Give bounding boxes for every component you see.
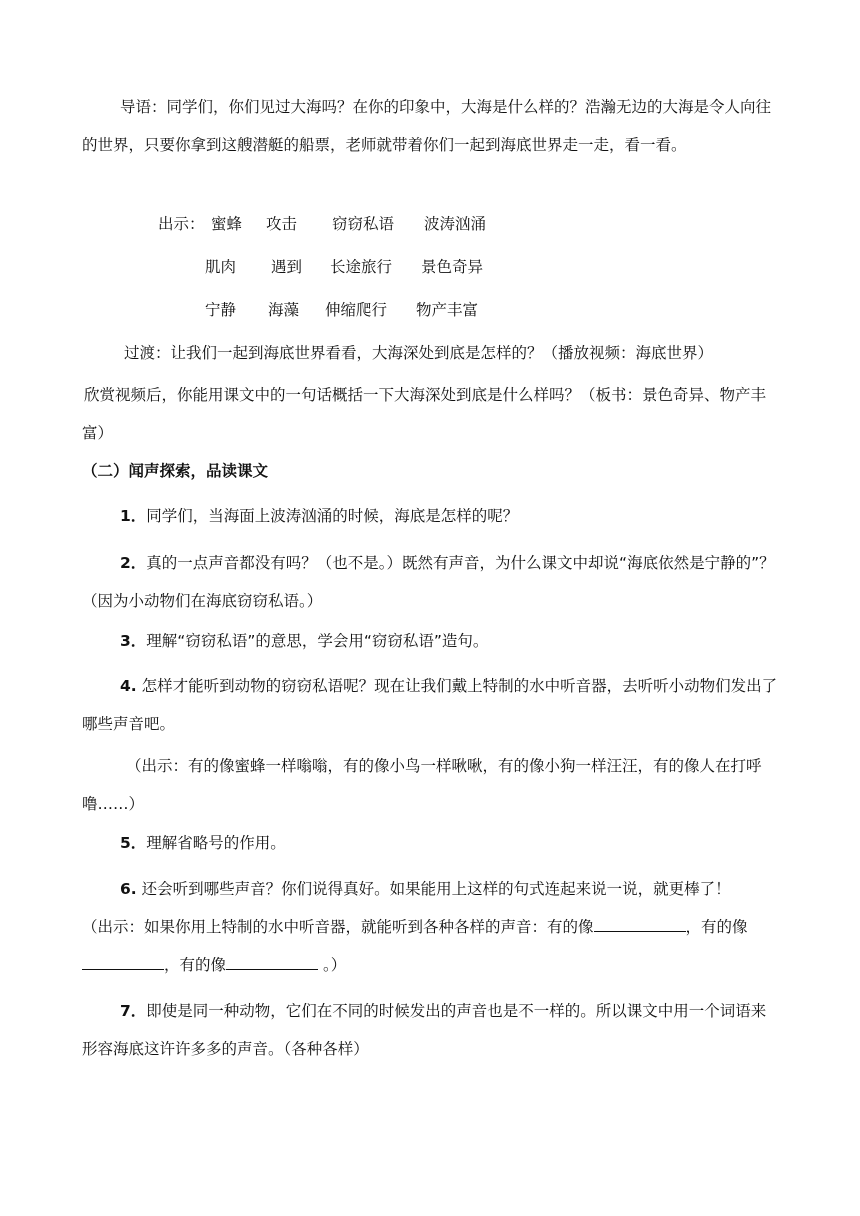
vocab-word: 景色奇异	[421, 258, 484, 276]
item-4: 4. 怎样才能听到动物的窃窃私语呢？现在让我们戴上特制的水中听音器，去听听小动物们发出了哪些声音吧。	[82, 677, 778, 733]
item-4-example: （出示：有的像蜜蜂一样嗡嗡，有的像小鸟一样啾啾，有的像小狗一样汪汪，有的像人在打呼噜……）	[82, 757, 762, 813]
fill-blank-2[interactable]	[82, 953, 164, 970]
vocab-word: 肌肉	[205, 258, 237, 276]
item-7: 7．即使是同一种动物，它们在不同的时候发出的声音也是不一样的。所以课文中用一个词语来形容海底这许许多多的声音。（各种各样）	[82, 1002, 767, 1058]
transition-paragraph-2: 欣赏视频后，你能用课文中的一句话概括一下大海深处到底是什么样吗？（板书：景色奇异、物产丰富）	[82, 386, 767, 442]
vocab-word: 窃窃私语	[332, 215, 395, 233]
item-2: 2．真的一点声音都没有吗？（也不是。）既然有声音，为什么课文中却说“海底依然是宁静的”？（因为小动物们在海底窃窃私语。）	[82, 554, 775, 610]
item-6-example: （出示：如果你用上特制的水中听音器，就能听到各种各样的声音：有的像 ，有的像，有的像 。）	[82, 908, 778, 984]
vocab-word: 波涛汹涌	[424, 215, 487, 233]
vocab-word: 伸缩爬行	[325, 301, 388, 319]
vocab-word: 宁静	[205, 301, 237, 319]
intro-paragraph: 导语：同学们，你们见过大海吗？在你的印象中，大海是什么样的？浩瀚无边的大海是令人向往的世界，只要你拿到这艘潜艇的船票，老师就带着你们一起到海底世界走一走，看一看。	[82, 98, 772, 154]
vocab-word: 物产丰富	[416, 301, 479, 319]
fill-blank-1[interactable]	[594, 915, 686, 932]
item-5: 5．理解省略号的作用。	[120, 834, 286, 852]
vocab-word: 攻击	[266, 215, 298, 233]
vocab-word: 遇到	[271, 258, 303, 276]
vocab-word: 蜜蜂	[211, 215, 243, 233]
item-1: 1．同学们，当海面上波涛汹涌的时候，海底是怎样的呢？	[120, 507, 519, 525]
item-3: 3．理解“窃窃私语”的意思，学会用“窃窃私语”造句。	[120, 632, 489, 650]
fill-blank-3[interactable]	[226, 953, 318, 970]
section-heading: （二）闻声探索，品读课文	[82, 462, 269, 480]
item-6: 6. 还会听到哪些声音？你们说得真好。如果能用上这样的句式连起来说一说，就更棒了！	[120, 880, 731, 898]
transition-paragraph: 过渡：让我们一起到海底世界看看，大海深处到底是怎样的？（播放视频：海底世界）	[124, 344, 714, 362]
vocab-word: 海藻	[268, 301, 300, 319]
vocab-label: 出示：	[158, 215, 205, 233]
vocab-word: 长途旅行	[330, 258, 393, 276]
